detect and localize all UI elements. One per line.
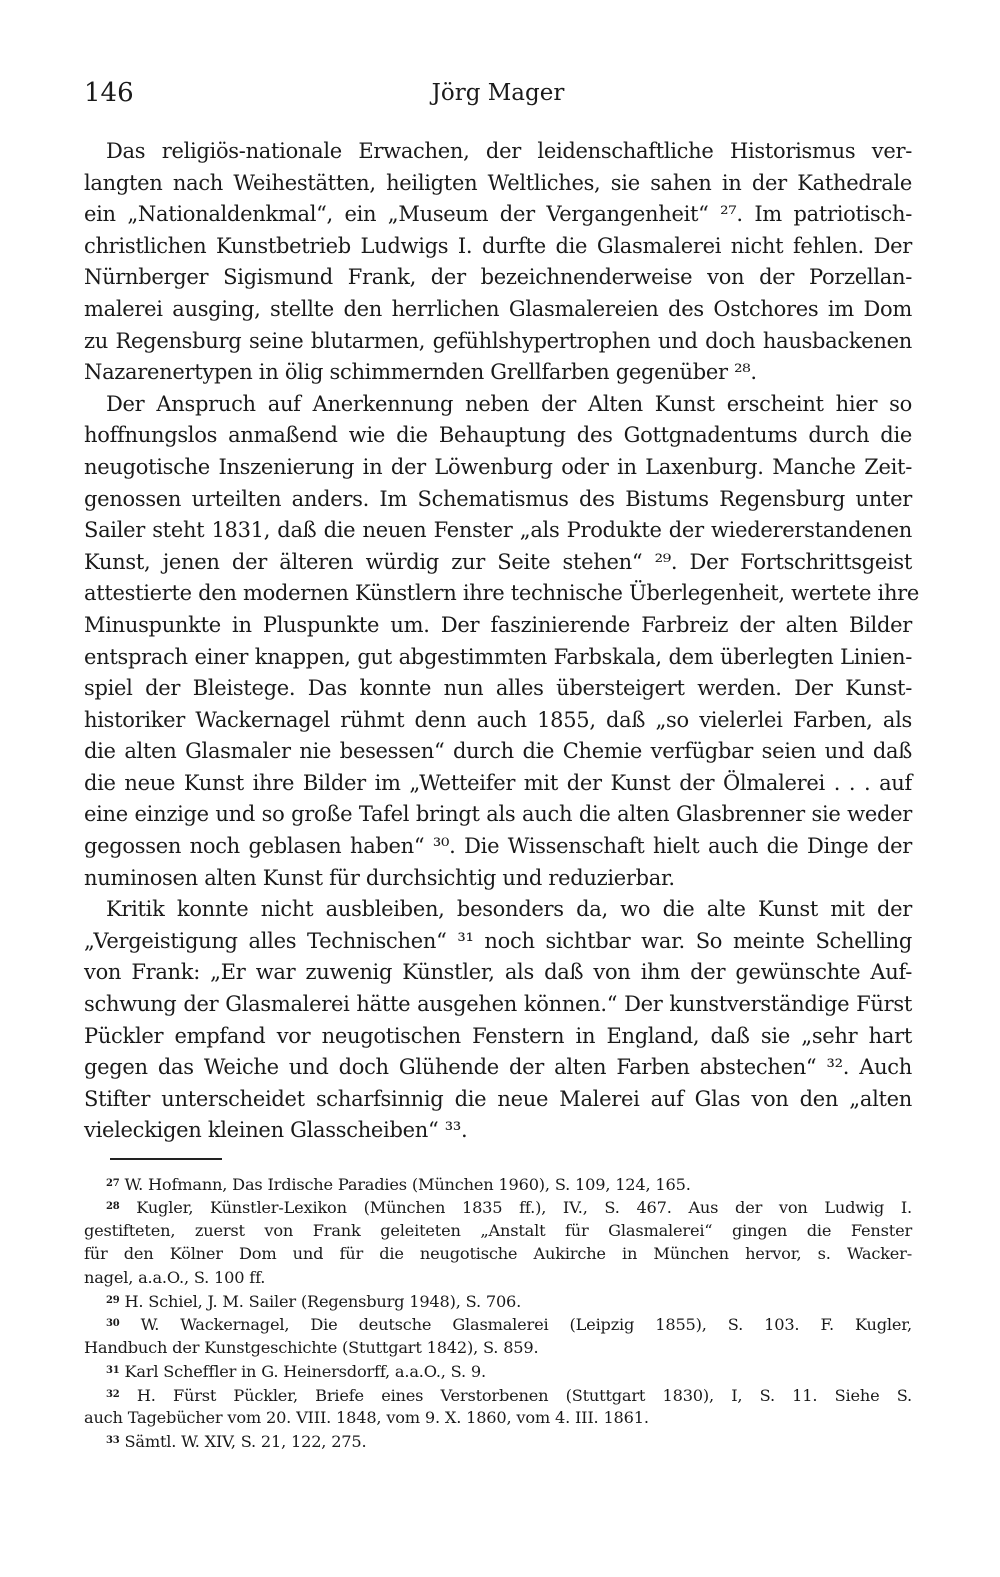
footnote-line: für den Kölner Dom und für die neugotische Aukirche in München hervor, s. Wacker- [84,1244,912,1264]
footnote-line [84,1383,912,1406]
paragraph-1 [84,136,912,389]
text-line: Stifter unterscheidet scharfsinnig die neue Malerei auf Glas von den „alten [84,1086,912,1111]
text-line: Nürnberger Sigismund Frank, der bezeichnenderweise von der Porzellan- [84,265,912,290]
text-line: Minuspunkte in Pluspunkte um. Der faszinierende Farbreiz der alten Bilder [84,612,912,637]
text-line: genossen urteilten anders. Im Schematismus des Bistums Regensburg unter [84,486,912,511]
footnote-30 [84,1312,912,1359]
footnote-line [84,1359,912,1382]
paragraph-2 [84,389,920,895]
footnote-text: Sämtl. W. XIV, S. 21, 122, 275. [124,1432,367,1452]
footnote-line [84,1195,912,1218]
footnotes [84,1172,912,1453]
text-line: Kunst, jenen der älteren würdig zur Seite stehen“ ²⁹. Der Fortschrittsgeist [84,549,912,574]
text-line: von Frank: „Er war zuwenig Künstler, als daß von ihm der gewünschte Auf- [84,960,912,985]
text-line: Pückler empfand vor neugotischen Fenstern in England, daß sie „sehr hart [84,1023,912,1048]
text-line: Sailer steht 1831, daß die neuen Fenster „als Produkte der wiedererstandenen [84,518,912,543]
text-line: die neue Kunst ihre Bilder im „Wetteifer mit der Kunst der Ölmalerei . . . auf [84,770,912,795]
running-title: Jörg Mager [431,80,565,106]
footnote-text: H. Fürst Pückler, Briefe eines Verstorbenen (Stuttgart 1830), I, S. 11. Siehe S. [136,1385,912,1405]
footnote-31 [84,1359,912,1382]
footnote-line [84,1289,912,1312]
text-line: hoffnungslos anmaßend wie die Behauptung des Gottgnadentums durch die [84,423,912,448]
footnote-text: W. Hofmann, Das Irdische Paradies (München 1960), S. 109, 124, 165. [124,1175,691,1194]
footnote-line: nagel, a.a.O., S. 100 ff. [84,1267,266,1287]
text-line: vieleckigen kleinen Glasscheiben“ ³³. [84,1118,468,1143]
text-line: schwung der Glasmalerei hätte ausgehen können.“ Der kunstverständige Fürst [84,992,912,1017]
footnote-line: gestifteten, zuerst von Frank geleiteten „Anstalt für Glasmalerei“ gingen die Fenster [84,1220,912,1240]
footnote-line [84,1429,912,1452]
footnote-divider [110,1158,222,1160]
footnote-text: Kugler, Künstler-Lexikon (München 1835 ff.), IV., S. 467. Aus der von Ludwig I. [136,1198,912,1218]
text-line: neugotische Inszenierung in der Löwenburg oder in Laxenburg. Manche Zeit- [84,454,912,479]
footnote-27 [84,1172,912,1195]
text-line: gegen das Weiche und doch Glühende der alten Farben abstechen“ ³². Auch [84,1055,912,1080]
footnote-number: 27 [106,1178,120,1189]
footnote-number: 33 [106,1435,120,1447]
text-line: Das religiös-nationale Erwachen, der leidenschaftliche Historismus ver- [106,139,912,163]
footnote-line: Handbuch der Kunstgeschichte (Stuttgart 1842), S. 859. [84,1337,539,1357]
text-line: die alten Glasmaler nie besessen“ durch die Chemie verfügbar seien und daß [84,739,912,764]
text-line: gegossen noch geblasen haben“ ³⁰. Die Wissenschaft hielt auch die Dinge der [84,834,912,859]
footnote-number: 28 [106,1201,120,1213]
text-line: malerei ausging, stellte den herrlichen Glasmalereien des Ostchores im Dom [84,296,912,321]
footnote-32 [84,1383,912,1430]
text-line: numinosen alten Kunst für durchsichtig und reduzierbar. [84,865,675,890]
page-number: 146 [84,78,134,108]
body-text [84,136,920,1147]
footnote-line [84,1312,912,1335]
footnote-number: 29 [106,1294,120,1306]
text-line: attestierte den modernen Künstlern ihre technische Überlegenheit, wertete ihre [84,581,920,606]
text-line: langten nach Weihestätten, heiligten Weltliches, sie sahen in der Kathedrale [84,170,912,195]
footnote-line: auch Tagebücher vom 20. VIII. 1848, vom 9. X. 1860, vom 4. III. 1861. [84,1407,649,1427]
text-line: spiel der Bleistege. Das konnte nun alles übersteigert werden. Der Kunst- [84,676,912,701]
text-line: ein „Nationaldenkmal“, ein „Museum der Vergangenheit“ ²⁷. Im patriotisch- [84,202,912,227]
text-line: „Vergeistigung alles Technischen“ ³¹ noch sichtbar war. So meinte Schelling [84,928,912,953]
text-line: historiker Wackernagel rühmt denn auch 1855, daß „so vielerlei Farben, als [84,707,912,732]
footnote-29 [84,1289,912,1312]
footnote-number: 32 [106,1388,120,1400]
paragraph-3 [84,894,912,1147]
footnote-number: 30 [106,1318,120,1330]
text-line: entsprach einer knappen, gut abgestimmten Farbskala, dem überlegten Linien- [84,644,912,669]
footnote-33 [84,1429,912,1452]
footnote-number: 31 [106,1365,120,1377]
footnote-text: W. Wackernagel, Die deutsche Glasmalerei (Leipzig 1855), S. 103. F. Kugler, [140,1315,912,1335]
text-line: Nazarenertypen in ölig schimmernden Grellfarben gegenüber ²⁸. [84,360,757,385]
footnote-text: Karl Scheffler in G. Heinersdorff, a.a.O., S. 9. [124,1362,486,1382]
text-line: zu Regensburg seine blutarmen, gefühlshypertrophen und doch hausbackenen [84,328,912,353]
footnote-28 [84,1195,912,1289]
text-line: Kritik konnte nicht ausbleiben, besonders da, wo die alte Kunst mit der [106,897,912,922]
text-line: christlichen Kunstbetrieb Ludwigs I. durfte die Glasmalerei nicht fehlen. Der [84,233,912,258]
text-line: eine einzige und so große Tafel bringt als auch die alten Glasbrenner sie weder [84,802,912,827]
page-header [84,78,912,114]
text-line: Der Anspruch auf Anerkennung neben der Alten Kunst erscheint hier so [106,391,912,416]
footnote-line [84,1172,912,1195]
footnote-text: H. Schiel, J. M. Sailer (Regensburg 1948), S. 706. [124,1291,522,1311]
